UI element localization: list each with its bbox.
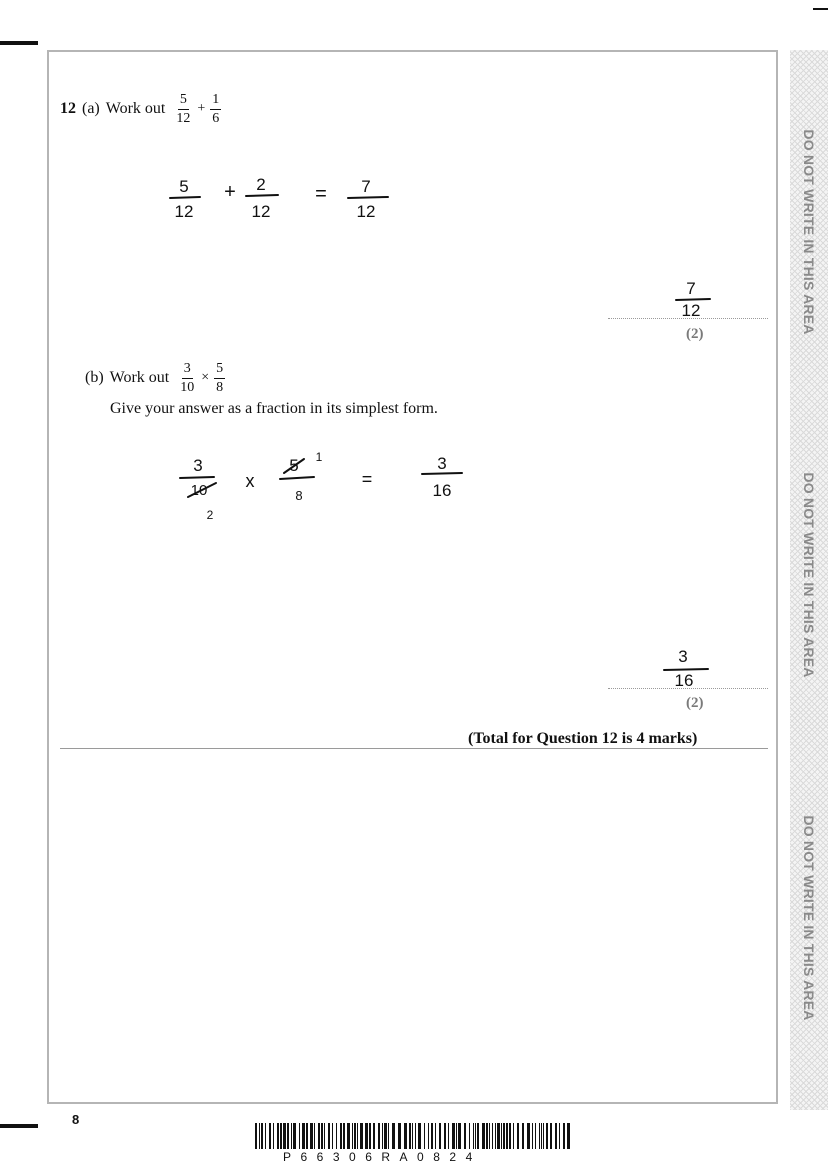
top-left-tick bbox=[0, 41, 38, 45]
barcode-bar bbox=[277, 1123, 279, 1149]
end-of-question-rule bbox=[60, 748, 768, 749]
barcode-bar bbox=[482, 1123, 485, 1149]
barcode-bar bbox=[444, 1123, 446, 1149]
barcode-bar bbox=[283, 1123, 286, 1149]
barcode-bar bbox=[343, 1123, 345, 1149]
barcode-bar bbox=[357, 1123, 358, 1149]
barcode-bar bbox=[522, 1123, 524, 1149]
hw-b-op: x bbox=[245, 471, 255, 491]
margin-warning-2: DO NOT WRITE IN THIS AREA bbox=[801, 472, 817, 678]
barcode-bar bbox=[546, 1123, 548, 1149]
answer-b-num: 3 bbox=[678, 647, 688, 666]
barcode-bar bbox=[302, 1123, 305, 1149]
barcode-bar bbox=[332, 1123, 333, 1149]
hw-a-f1-num: 5 bbox=[179, 177, 189, 196]
barcode-bar bbox=[360, 1123, 363, 1149]
barcode-bar bbox=[489, 1123, 490, 1149]
hw-b-f2-num-crossed: 5 bbox=[289, 456, 299, 475]
barcode-bar bbox=[340, 1123, 342, 1149]
hw-b-f1-den-crossed: 10 bbox=[190, 482, 208, 499]
barcode-bar bbox=[539, 1123, 540, 1149]
barcode-bar bbox=[506, 1123, 508, 1149]
barcode-bar bbox=[310, 1123, 313, 1149]
barcode-bar bbox=[293, 1123, 296, 1149]
part-a-fraction-2: $\frac{1}{6}$ bbox=[212, 91, 220, 126]
barcode-bar bbox=[404, 1123, 407, 1149]
hw-a-f1-den: 12 bbox=[174, 202, 194, 221]
part-b-fraction-1: $\frac{3}{10}$ bbox=[180, 360, 195, 395]
barcode-bar bbox=[501, 1123, 502, 1149]
barcode-bar bbox=[567, 1123, 570, 1149]
barcode-bar bbox=[299, 1123, 300, 1149]
barcode-bar bbox=[456, 1123, 457, 1149]
answer-line-a bbox=[608, 318, 768, 319]
barcode-bar bbox=[321, 1123, 323, 1149]
question-12a-line bbox=[60, 89, 224, 129]
part-a-label: (a) bbox=[82, 100, 100, 117]
barcode-bar bbox=[492, 1123, 493, 1149]
hw-b-eq: = bbox=[361, 469, 373, 489]
barcode-bar bbox=[265, 1123, 266, 1149]
barcode-bar bbox=[324, 1123, 325, 1149]
top-right-corner-mark bbox=[813, 0, 828, 10]
barcode-bar bbox=[378, 1123, 380, 1149]
answer-a-den: 12 bbox=[681, 301, 701, 320]
hw-a-result-num: 7 bbox=[361, 177, 371, 196]
barcode-bar bbox=[255, 1123, 257, 1149]
barcode-bar bbox=[458, 1123, 461, 1149]
hw-a-op: + bbox=[224, 181, 236, 203]
barcode-bar bbox=[527, 1123, 530, 1149]
page-number: 8 bbox=[72, 1112, 80, 1127]
part-a-fraction-1: $\frac{5}{12}$ bbox=[176, 91, 191, 126]
barcode-bar bbox=[352, 1123, 353, 1149]
barcode-bar bbox=[388, 1123, 389, 1149]
marks-a: (2) bbox=[686, 326, 704, 342]
part-b-fraction-2: $\frac{5}{8}$ bbox=[216, 360, 224, 395]
barcode-bar bbox=[392, 1123, 395, 1149]
question-total: (Total for Question 12 is 4 marks) bbox=[468, 730, 698, 747]
part-a-handwritten-working bbox=[160, 168, 420, 228]
barcode-bar bbox=[306, 1123, 308, 1149]
part-a-instruction: Work out bbox=[105, 100, 166, 117]
barcode-bar bbox=[535, 1123, 536, 1149]
part-a-answer bbox=[664, 278, 724, 322]
bottom-left-tick bbox=[0, 1124, 38, 1128]
part-b-operator: × bbox=[201, 370, 210, 385]
barcode-bar bbox=[336, 1123, 337, 1149]
barcode-bar bbox=[495, 1123, 496, 1149]
barcode-bar bbox=[543, 1123, 544, 1149]
barcode-bar bbox=[354, 1123, 356, 1149]
barcode-bar bbox=[259, 1123, 260, 1149]
part-b-note: Give your answer as a fraction in its simplest form. bbox=[110, 400, 438, 417]
barcode-bar bbox=[261, 1123, 263, 1149]
barcode bbox=[253, 1123, 575, 1153]
answer-b-den: 16 bbox=[674, 671, 694, 690]
barcode-bar bbox=[464, 1123, 466, 1149]
barcode-bar bbox=[412, 1123, 413, 1149]
barcode-bar bbox=[418, 1123, 421, 1149]
hw-b-f1-den-simplified: 2 bbox=[206, 508, 214, 522]
barcode-bar bbox=[318, 1123, 320, 1149]
margin-warning-1: DO NOT WRITE IN THIS AREA bbox=[801, 129, 817, 335]
question-12b-line bbox=[85, 358, 228, 398]
part-a-operator: + bbox=[197, 101, 206, 116]
hw-a-eq: = bbox=[315, 183, 327, 205]
barcode-bar bbox=[369, 1123, 371, 1149]
barcode-bar bbox=[452, 1123, 455, 1149]
barcode-bar bbox=[439, 1123, 441, 1149]
barcode-text: P66306RA0824 bbox=[283, 1150, 482, 1164]
barcode-bar bbox=[365, 1123, 368, 1149]
barcode-bar bbox=[287, 1123, 289, 1149]
barcode-bar bbox=[448, 1123, 449, 1149]
part-b-instruction: Work out bbox=[109, 369, 170, 386]
hw-b-result-num: 3 bbox=[437, 454, 447, 473]
barcode-bar bbox=[486, 1123, 488, 1149]
part-b-answer bbox=[656, 644, 716, 690]
barcode-bar bbox=[382, 1123, 383, 1149]
barcode-bar bbox=[424, 1123, 425, 1149]
margin-warning-3: DO NOT WRITE IN THIS AREA bbox=[801, 815, 817, 1021]
barcode-bar bbox=[469, 1123, 470, 1149]
barcode-bar bbox=[328, 1123, 330, 1149]
part-b-label: (b) bbox=[85, 369, 104, 386]
barcode-bar bbox=[280, 1123, 282, 1149]
barcode-bar bbox=[555, 1123, 557, 1149]
barcode-bar bbox=[503, 1123, 505, 1149]
barcode-bar bbox=[409, 1123, 411, 1149]
hw-b-f1-num: 3 bbox=[193, 456, 203, 475]
hw-a-f2-num: 2 bbox=[256, 175, 266, 194]
part-b-handwritten-working bbox=[170, 445, 470, 525]
hw-b-f2-den: 8 bbox=[295, 488, 303, 503]
barcode-bar bbox=[273, 1123, 274, 1149]
barcode-bar bbox=[550, 1123, 552, 1149]
marks-b: (2) bbox=[686, 695, 704, 711]
barcode-bar bbox=[541, 1123, 542, 1149]
barcode-bar bbox=[435, 1123, 436, 1149]
barcode-bar bbox=[269, 1123, 271, 1149]
barcode-bar bbox=[559, 1123, 560, 1149]
barcode-bar bbox=[497, 1123, 500, 1149]
barcode-bar bbox=[431, 1123, 433, 1149]
hw-a-f2-den: 12 bbox=[251, 202, 271, 221]
barcode-bar bbox=[532, 1123, 533, 1149]
barcode-bar bbox=[563, 1123, 565, 1149]
barcode-bar bbox=[398, 1123, 401, 1149]
answer-a-num: 7 bbox=[686, 279, 696, 298]
question-number: 12 bbox=[60, 100, 76, 117]
barcode-bar bbox=[415, 1123, 416, 1149]
answer-line-b bbox=[608, 688, 768, 689]
barcode-bar bbox=[475, 1123, 476, 1149]
hw-a-result-den: 12 bbox=[356, 202, 376, 221]
barcode-bar bbox=[347, 1123, 350, 1149]
barcode-bar bbox=[428, 1123, 429, 1149]
barcode-bar bbox=[509, 1123, 511, 1149]
barcode-bar bbox=[291, 1123, 292, 1149]
barcode-bar bbox=[373, 1123, 375, 1149]
barcode-bar bbox=[384, 1123, 387, 1149]
barcode-bar bbox=[517, 1123, 519, 1149]
barcode-bar bbox=[473, 1123, 474, 1149]
hw-b-f2-num-simplified: 1 bbox=[315, 450, 323, 464]
hw-b-result-den: 16 bbox=[432, 481, 452, 500]
barcode-bar bbox=[513, 1123, 514, 1149]
barcode-bar bbox=[477, 1123, 479, 1149]
barcode-bar bbox=[314, 1123, 315, 1149]
